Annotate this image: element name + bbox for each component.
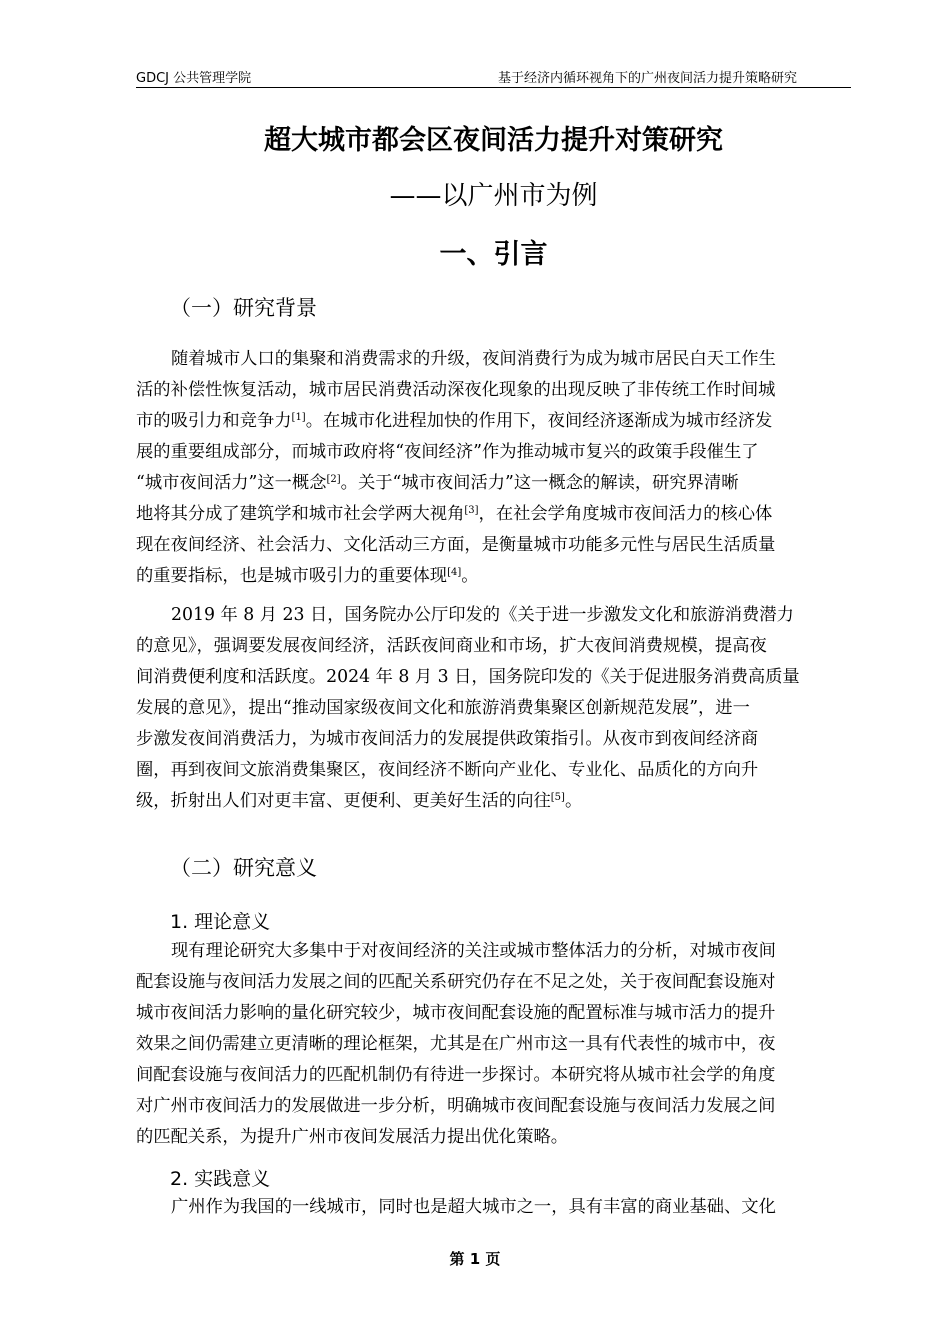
- text-line: 发展的意见》，提出“推动国家级夜间文化和旅游消费集聚区创新规范发展”，进一: [136, 698, 750, 718]
- text-line: 现有理论研究大多集中于对夜间经济的关注或城市整体活力的分析，对城市夜间: [171, 941, 776, 961]
- text-line: “城市夜间活力”这一概念[2]。关于“城市夜间活力”这一概念的解读，研究界清晰: [136, 473, 739, 493]
- paragraph-practice: [136, 1192, 851, 1223]
- text-line: 间配套设施与夜间活力的匹配机制仍有待进一步探讨。本研究将从城市社会学的角度: [136, 1065, 776, 1085]
- citation-ref: [3]: [464, 505, 479, 516]
- header-left-text: GDCJ 公共管理学院: [136, 71, 252, 86]
- citation-ref: [2]: [326, 474, 341, 485]
- page-number: 第 1 页: [449, 1250, 501, 1268]
- paragraph-theory: [136, 936, 851, 1153]
- text-line: 地将其分成了建筑学和城市社会学两大视角[3]，在社会学角度城市夜间活力的核心体: [136, 504, 773, 524]
- subsection-heading-practice: 2. 实践意义: [170, 1168, 271, 1190]
- text-line: 级，折射出人们对更丰富、更便利、更美好生活的向往[5]。: [136, 791, 583, 811]
- subsection-heading-theory: 1. 理论意义: [170, 911, 271, 933]
- citation-ref: [4]: [447, 567, 462, 578]
- text-line: 间消费便利度和活跃度。2024 年 8 月 3 日，国务院印发的《关于促进服务消费高质量: [136, 667, 800, 687]
- text-line: 圈，再到夜间文旅消费集聚区，夜间经济不断向产业化、专业化、品质化的方向升: [136, 760, 759, 780]
- document-title: 超大城市都会区夜间活力提升对策研究: [264, 125, 723, 156]
- text-line: 随着城市人口的集聚和消费需求的升级，夜间消费行为成为城市居民白天工作生: [171, 349, 776, 369]
- text-line: 对广州市夜间活力的发展做进一步分析，明确城市夜间配套设施与夜间活力发展之间: [136, 1096, 776, 1116]
- section-heading-significance: （二）研究意义: [170, 856, 317, 880]
- text-line: 配套设施与夜间活力发展之间的匹配关系研究仍存在不足之处，关于夜间配套设施对: [136, 972, 776, 992]
- text-line: 的重要指标，也是城市吸引力的重要体现[4]。: [136, 566, 479, 586]
- chapter-title: 一、引言: [439, 239, 548, 270]
- citation-ref: [5]: [550, 792, 565, 803]
- text-line: 市的吸引力和竞争力[1]。在城市化进程加快的作用下，夜间经济逐渐成为城市经济发: [136, 411, 773, 431]
- citation-ref: [1]: [291, 412, 306, 423]
- text-line: 现在夜间经济、社会活力、文化活动三方面，是衡量城市功能多元性与居民生活质量: [136, 535, 776, 555]
- text-line: 城市夜间活力影响的量化研究较少，城市夜间配套设施的配置标准与城市活力的提升: [136, 1003, 776, 1023]
- text-line: 的匹配关系，为提升广州市夜间发展活力提出优化策略。: [136, 1127, 569, 1147]
- section-heading-background: （一）研究背景: [170, 296, 317, 320]
- document-subtitle: ——以广州市为例: [389, 181, 598, 211]
- text-line: 效果之间仍需建立更清晰的理论框架，尤其是在广州市这一具有代表性的城市中，夜: [136, 1034, 776, 1054]
- paragraph-background-1: [136, 344, 851, 592]
- text-line: 活的补偿性恢复活动，城市居民消费活动深夜化现象的出现反映了非传统工作时间城: [136, 380, 776, 400]
- text-line: 广州作为我国的一线城市，同时也是超大城市之一，具有丰富的商业基础、文化: [171, 1197, 776, 1217]
- text-line: 步激发夜间消费活力，为城市夜间活力的发展提供政策指引。从夜市到夜间经济商: [136, 729, 759, 749]
- text-line: 2019 年 8 月 23 日，国务院办公厅印发的《关于进一步激发文化和旅游消费潜力: [171, 605, 794, 625]
- text-line: 展的重要组成部分，而城市政府将“夜间经济”作为推动城市复兴的政策手段催生了: [136, 442, 759, 462]
- paragraph-background-2: [136, 600, 851, 817]
- header-right-text: 基于经济内循环视角下的广州夜间活力提升策略研究: [497, 71, 797, 86]
- text-line: 的意见》，强调要发展夜间经济，活跃夜间商业和市场，扩大夜间消费规模，提高夜: [136, 636, 767, 656]
- page-header: [136, 65, 851, 88]
